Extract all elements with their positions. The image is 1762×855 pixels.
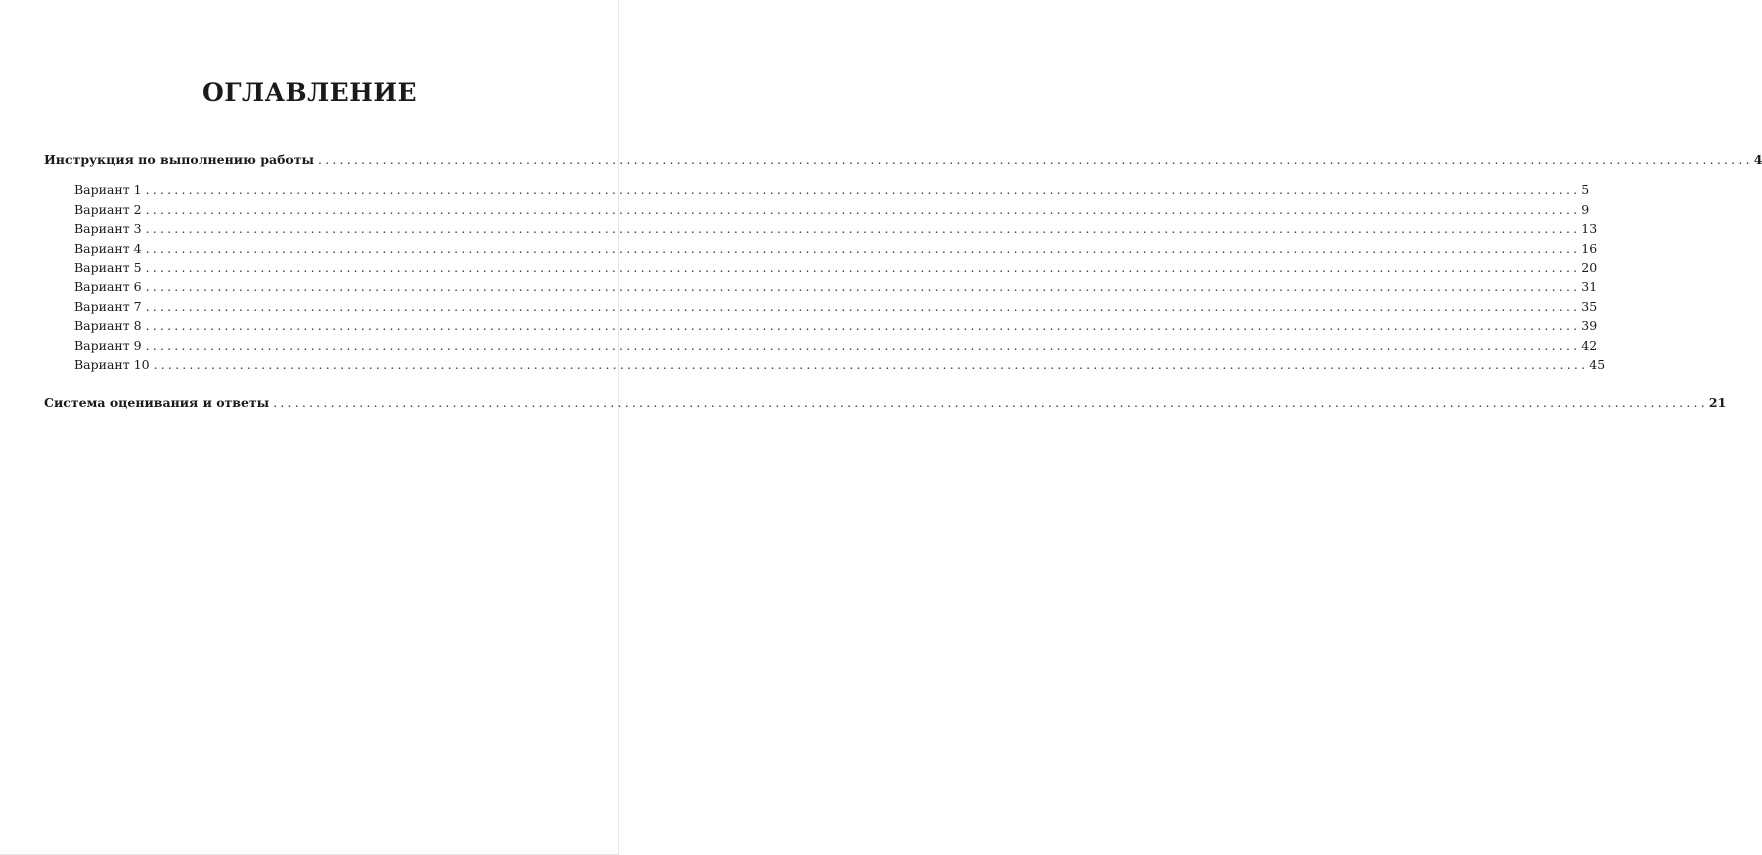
toc-entry-label: Вариант 1 [74,182,142,198]
toc-leader-dots: ........................................................................................................................................................................................................ [145,337,1581,353]
toc-entry-label: Вариант 5 [74,259,142,275]
toc-leader-dots: ........................................................................................................................................................................................................ [145,182,1581,198]
toc-entry-variant-6 [44,277,1598,296]
toc-entry-variant-10 [44,355,1606,374]
toc-entry-variant-5 [44,258,1598,277]
toc-entry-label: Вариант 3 [74,221,142,237]
toc-entry-label: Вариант 6 [74,279,142,295]
toc-page-number: 45 [1589,356,1606,372]
page-title: ОГЛАВЛЕНИЕ [201,78,418,107]
toc-page-number: 9 [1581,201,1590,217]
toc-page-number: 13 [1581,221,1598,237]
toc-leader-dots: ........................................................................................................................................................................................................ [145,318,1581,334]
toc-entry-label: Вариант 9 [74,337,142,353]
toc-entry-label: Вариант 2 [74,201,142,217]
toc-page-number: 4 [1753,152,1762,167]
toc-entry-variant-4 [44,239,1598,258]
toc-leader-dots: ........................................................................................................................................................................................................ [145,240,1581,256]
toc-entry-variant-3 [44,219,1598,238]
toc-entry-grading [44,393,1727,412]
toc-entry-label: Вариант 4 [74,240,142,256]
toc-page-number: 42 [1581,337,1598,353]
toc-leader-dots: ........................................................................................................................................................................................................ [145,201,1581,217]
toc-entry-variant-8 [44,316,1598,335]
toc-leader-dots: ........................................................................................................................................................................................................ [153,356,1589,372]
toc-entry-label: Вариант 7 [74,298,142,314]
toc-entry-label: Инструкция по выполнению работы [44,152,315,167]
toc-entry-variant-7 [44,297,1598,316]
toc-leader-dots: ........................................................................................................................................................................................................ [273,395,1708,411]
toc-entry-variant-1 [44,180,1590,199]
toc-leader-dots: ........................................................................................................................................................................................................ [318,152,1753,167]
toc-page-number: 21 [1708,395,1727,411]
toc-page-number: 31 [1581,279,1598,295]
toc-leader-dots: ........................................................................................................................................................................................................ [145,221,1581,237]
toc-leader-dots: ........................................................................................................................................................................................................ [145,279,1581,295]
toc-entry-variant-9 [44,336,1598,355]
toc-page-number: 39 [1581,318,1598,334]
toc-entry-label: Вариант 8 [74,318,142,334]
table-of-contents [44,150,1762,413]
toc-entry-label: Система оценивания и ответы [44,395,270,411]
toc-entry-label: Вариант 10 [74,356,150,372]
toc-page-number: 20 [1581,259,1598,275]
toc-page-number: 5 [1581,182,1590,198]
toc-page-number: 35 [1581,298,1598,314]
toc-leader-dots: ........................................................................................................................................................................................................ [145,298,1581,314]
toc-leader-dots: ........................................................................................................................................................................................................ [145,259,1581,275]
toc-entry-instructions [44,150,1762,169]
toc-entry-variant-2 [44,200,1590,219]
toc-page-number: 16 [1581,240,1598,256]
